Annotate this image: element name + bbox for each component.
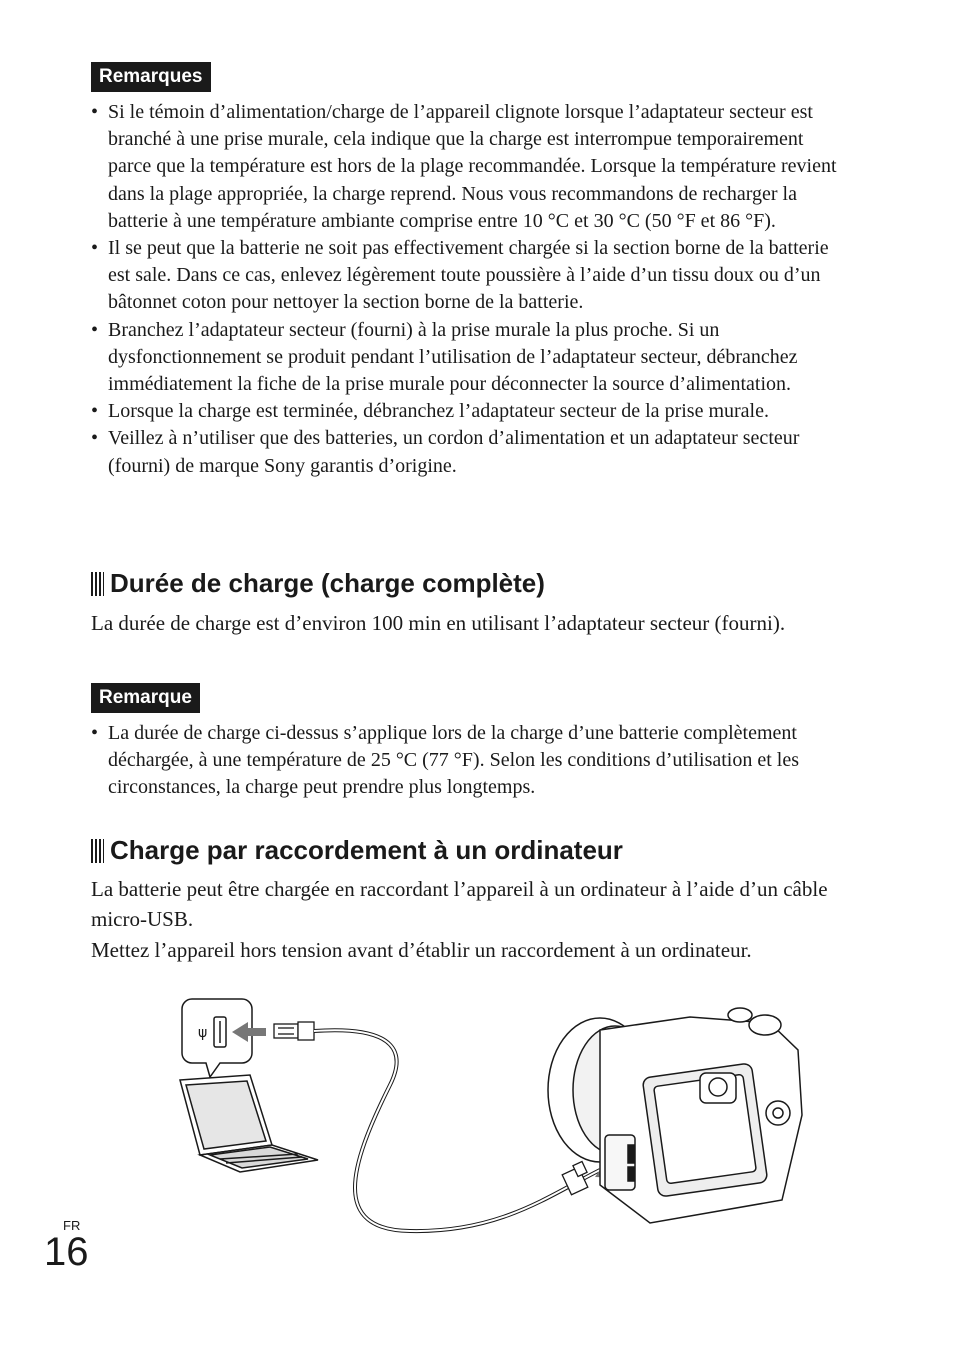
note-badge: Remarque [91,683,200,713]
note-item: • Branchez l’adaptateur secteur (fourni) à la prise murale la plus proche. Si un dysfonctionnement se produit pendant l’utilisation de l’adaptateur secteur, débranchez immédiatement la fiche de la prise murale pour déconnecter la source d’alimentation. [91,317,851,399]
section-marker-icon [91,839,104,863]
charge-duration-text: La durée de charge est d’environ 100 min en utilisant l’adaptateur secteur (fourni). [91,611,786,635]
computer-charge-text: La batterie peut être chargée en raccordant l’appareil à un ordinateur à l’aide d’un câble micro-USB. [91,877,828,931]
section-title: Durée de charge (charge complète) [110,568,545,598]
section-heading-computer-charge [91,835,623,866]
usb-port-callout [182,999,252,1077]
notes-list [91,99,851,480]
note-item: • Veillez à n’utiliser que des batteries, un cordon d’alimentation et un adaptateur secteur (fourni) de marque Sony garantis d’origine. [91,425,851,479]
usb-connection-illustration [170,995,815,1245]
usb-plug [274,1022,314,1040]
note-list [91,720,851,802]
page-number: 16 [44,1230,89,1274]
section-title: Charge par raccordement à un ordinateur [110,835,623,865]
language-code: FR [63,1218,81,1233]
section-heading-charge-duration [91,568,545,599]
notes-badge: Remarques [91,62,211,92]
note-item: • La durée de charge ci-dessus s’applique lors de la charge d’une batterie complètement déchargée, à une température de 25 °C (77 °F). Selon les conditions d’utilisation et les circonstances, la charge peut prendre plus longtemps. [91,720,851,802]
section-marker-icon [91,572,104,596]
note-item: • Lorsque la charge est terminée, débranchez l’adaptateur secteur de la prise murale. [91,398,851,425]
laptop [180,1075,318,1172]
power-off-instruction: Mettez l’appareil hors tension avant d’établir un raccordement à un ordinateur. [91,938,752,962]
note-item: • Il se peut que la batterie ne soit pas effectivement chargée si la section borne de la batterie est sale. Dans ce cas, enlevez légèrement toute poussière à l’aide d’un tissu doux ou d’un bâtonnet coton pour nettoyer la section borne de la batterie. [91,235,851,317]
camera [548,1008,802,1223]
svg-text:ψ: ψ [198,1025,208,1041]
note-item: • Si le témoin d’alimentation/charge de l’appareil clignote lorsque l’adaptateur secteur est branché à une prise murale, cela indique que la charge est interrompue temporairement parce que la température est hors de la plage recommandée. Lorsque la température revient dans la plage appropriée, la charge reprend. Nous vous recommandons de recharger la batterie à une température ambiante comprise entre 10 °C et 30 °C (50 °F et 86 °F). [91,99,851,235]
